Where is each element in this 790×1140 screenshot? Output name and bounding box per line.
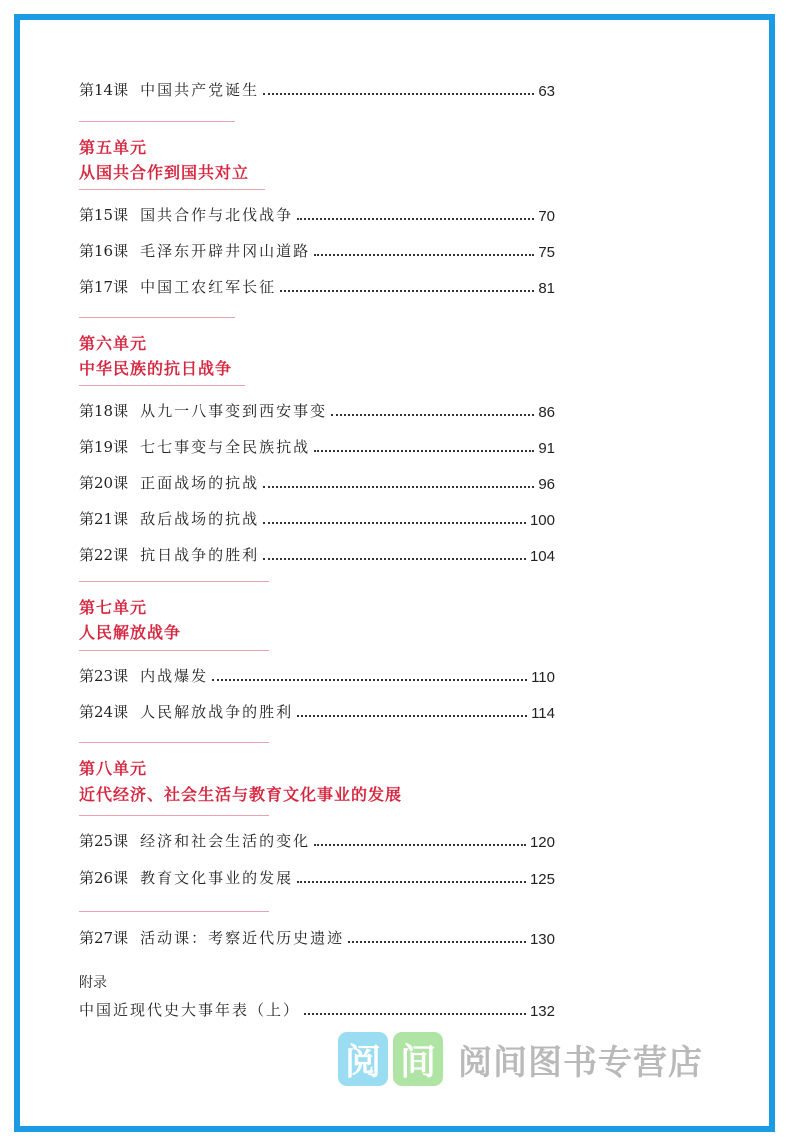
lesson-number: 第26课 [79,869,129,887]
lesson-title: 国共合作与北伐战争 [140,206,294,224]
unit-divider [79,317,235,318]
unit-divider [79,650,269,651]
page-number: 70 [538,208,555,225]
toc-entry-lesson-25[interactable] [79,829,555,851]
watermark-text: 阅间图书专营店 [458,1042,703,1083]
page-number: 114 [531,705,555,722]
lesson-number: 第27课 [79,929,129,947]
lesson-title: 敌后战场的抗战 [140,510,260,528]
lesson-number: 第23课 [79,667,129,685]
unit-divider [79,581,269,582]
lesson-number: 第16课 [79,242,129,260]
watermark-logo-char: 阅 [338,1032,388,1086]
lesson-title: 人民解放战争的胜利 [140,703,294,721]
page-number: 81 [538,280,555,297]
lesson-title: 经济和社会生活的变化 [140,832,311,850]
lesson-number: 第19课 [79,438,129,456]
page-number: 63 [538,83,555,100]
unit-divider [79,742,269,743]
unit-6-title: 中华民族的抗日战争 [79,359,233,378]
dot-leader [304,1013,526,1015]
lesson-title: 抗日战争的胜利 [140,546,260,564]
dot-leader [280,290,534,292]
unit-6-label: 第六单元 [79,334,148,353]
unit-5-label: 第五单元 [79,138,148,157]
dot-leader [263,486,534,488]
toc-entry-lesson-21[interactable] [79,507,555,529]
page-number: 100 [529,512,555,529]
dot-leader [212,679,527,681]
unit-divider [79,815,269,816]
unit-8-title: 近代经济、社会生活与教育文化事业的发展 [79,785,403,804]
toc-entry-appendix[interactable] [79,998,555,1020]
dot-leader [314,450,534,452]
toc-entry-lesson-22[interactable] [79,543,555,565]
unit-divider [79,189,265,190]
lesson-number: 第15课 [79,206,129,224]
lesson-title: 七七事变与全民族抗战 [140,438,311,456]
page-number: 96 [538,476,555,493]
watermark-logo-char: 间 [393,1032,443,1086]
dot-leader [297,715,527,717]
page-number: 75 [538,244,555,261]
dot-leader [297,218,534,220]
lesson-number: 第22课 [79,546,129,564]
lesson-title: 中国工农红军长征 [140,278,277,296]
unit-7-label: 第七单元 [79,598,148,617]
page-number: 110 [531,669,555,686]
lesson-number: 第21课 [79,510,129,528]
lesson-title: 活动课：考察近代历史遗迹 [140,929,345,947]
dot-leader [297,881,526,883]
lesson-title: 正面战场的抗战 [140,474,260,492]
page-number: 86 [538,404,555,421]
lesson-number: 第17课 [79,278,129,296]
toc-entry-lesson-14[interactable] [79,78,555,100]
page-number: 104 [529,548,555,565]
lesson-number: 第25课 [79,832,129,850]
dot-leader [314,844,526,846]
lesson-title: 从九一八事变到西安事变 [140,402,328,420]
lesson-number: 第24课 [79,703,129,721]
appendix-label: 附录 [79,975,107,991]
store-watermark [338,1026,703,1092]
unit-divider [79,121,235,122]
appendix-title: 中国近现代史大事年表（上） [79,1001,301,1019]
page-number: 130 [529,931,555,948]
toc-entry-lesson-15[interactable] [79,203,555,225]
page-number: 125 [529,871,555,888]
toc-entry-lesson-26[interactable] [79,866,555,888]
toc-entry-lesson-17[interactable] [79,275,555,297]
toc-entry-lesson-18[interactable] [79,399,555,421]
lesson-number: 第18课 [79,402,129,420]
dot-leader [314,254,534,256]
lesson-number: 第20课 [79,474,129,492]
unit-8-label: 第八单元 [79,759,148,778]
dot-leader [331,414,534,416]
unit-7-title: 人民解放战争 [79,623,182,642]
toc-entry-lesson-27[interactable] [79,926,555,948]
unit-5-title: 从国共合作到国共对立 [79,163,250,182]
dot-leader [263,93,534,95]
lesson-title: 教育文化事业的发展 [140,869,294,887]
page-number: 120 [529,834,555,851]
unit-divider [79,385,245,386]
dot-leader [263,558,526,560]
unit-divider [79,911,269,912]
toc-entry-lesson-24[interactable] [79,700,555,722]
toc-entry-lesson-19[interactable] [79,435,555,457]
page-number: 132 [529,1003,555,1020]
lesson-title: 内战爆发 [140,667,209,685]
toc-entry-lesson-20[interactable] [79,471,555,493]
toc-entry-lesson-16[interactable] [79,239,555,261]
toc-entry-lesson-23[interactable] [79,664,555,686]
lesson-number: 第14课 [79,81,129,99]
lesson-title: 中国共产党诞生 [140,81,260,99]
dot-leader [263,522,526,524]
page-number: 91 [538,440,555,457]
lesson-title: 毛泽东开辟井冈山道路 [140,242,311,260]
dot-leader [348,941,526,943]
